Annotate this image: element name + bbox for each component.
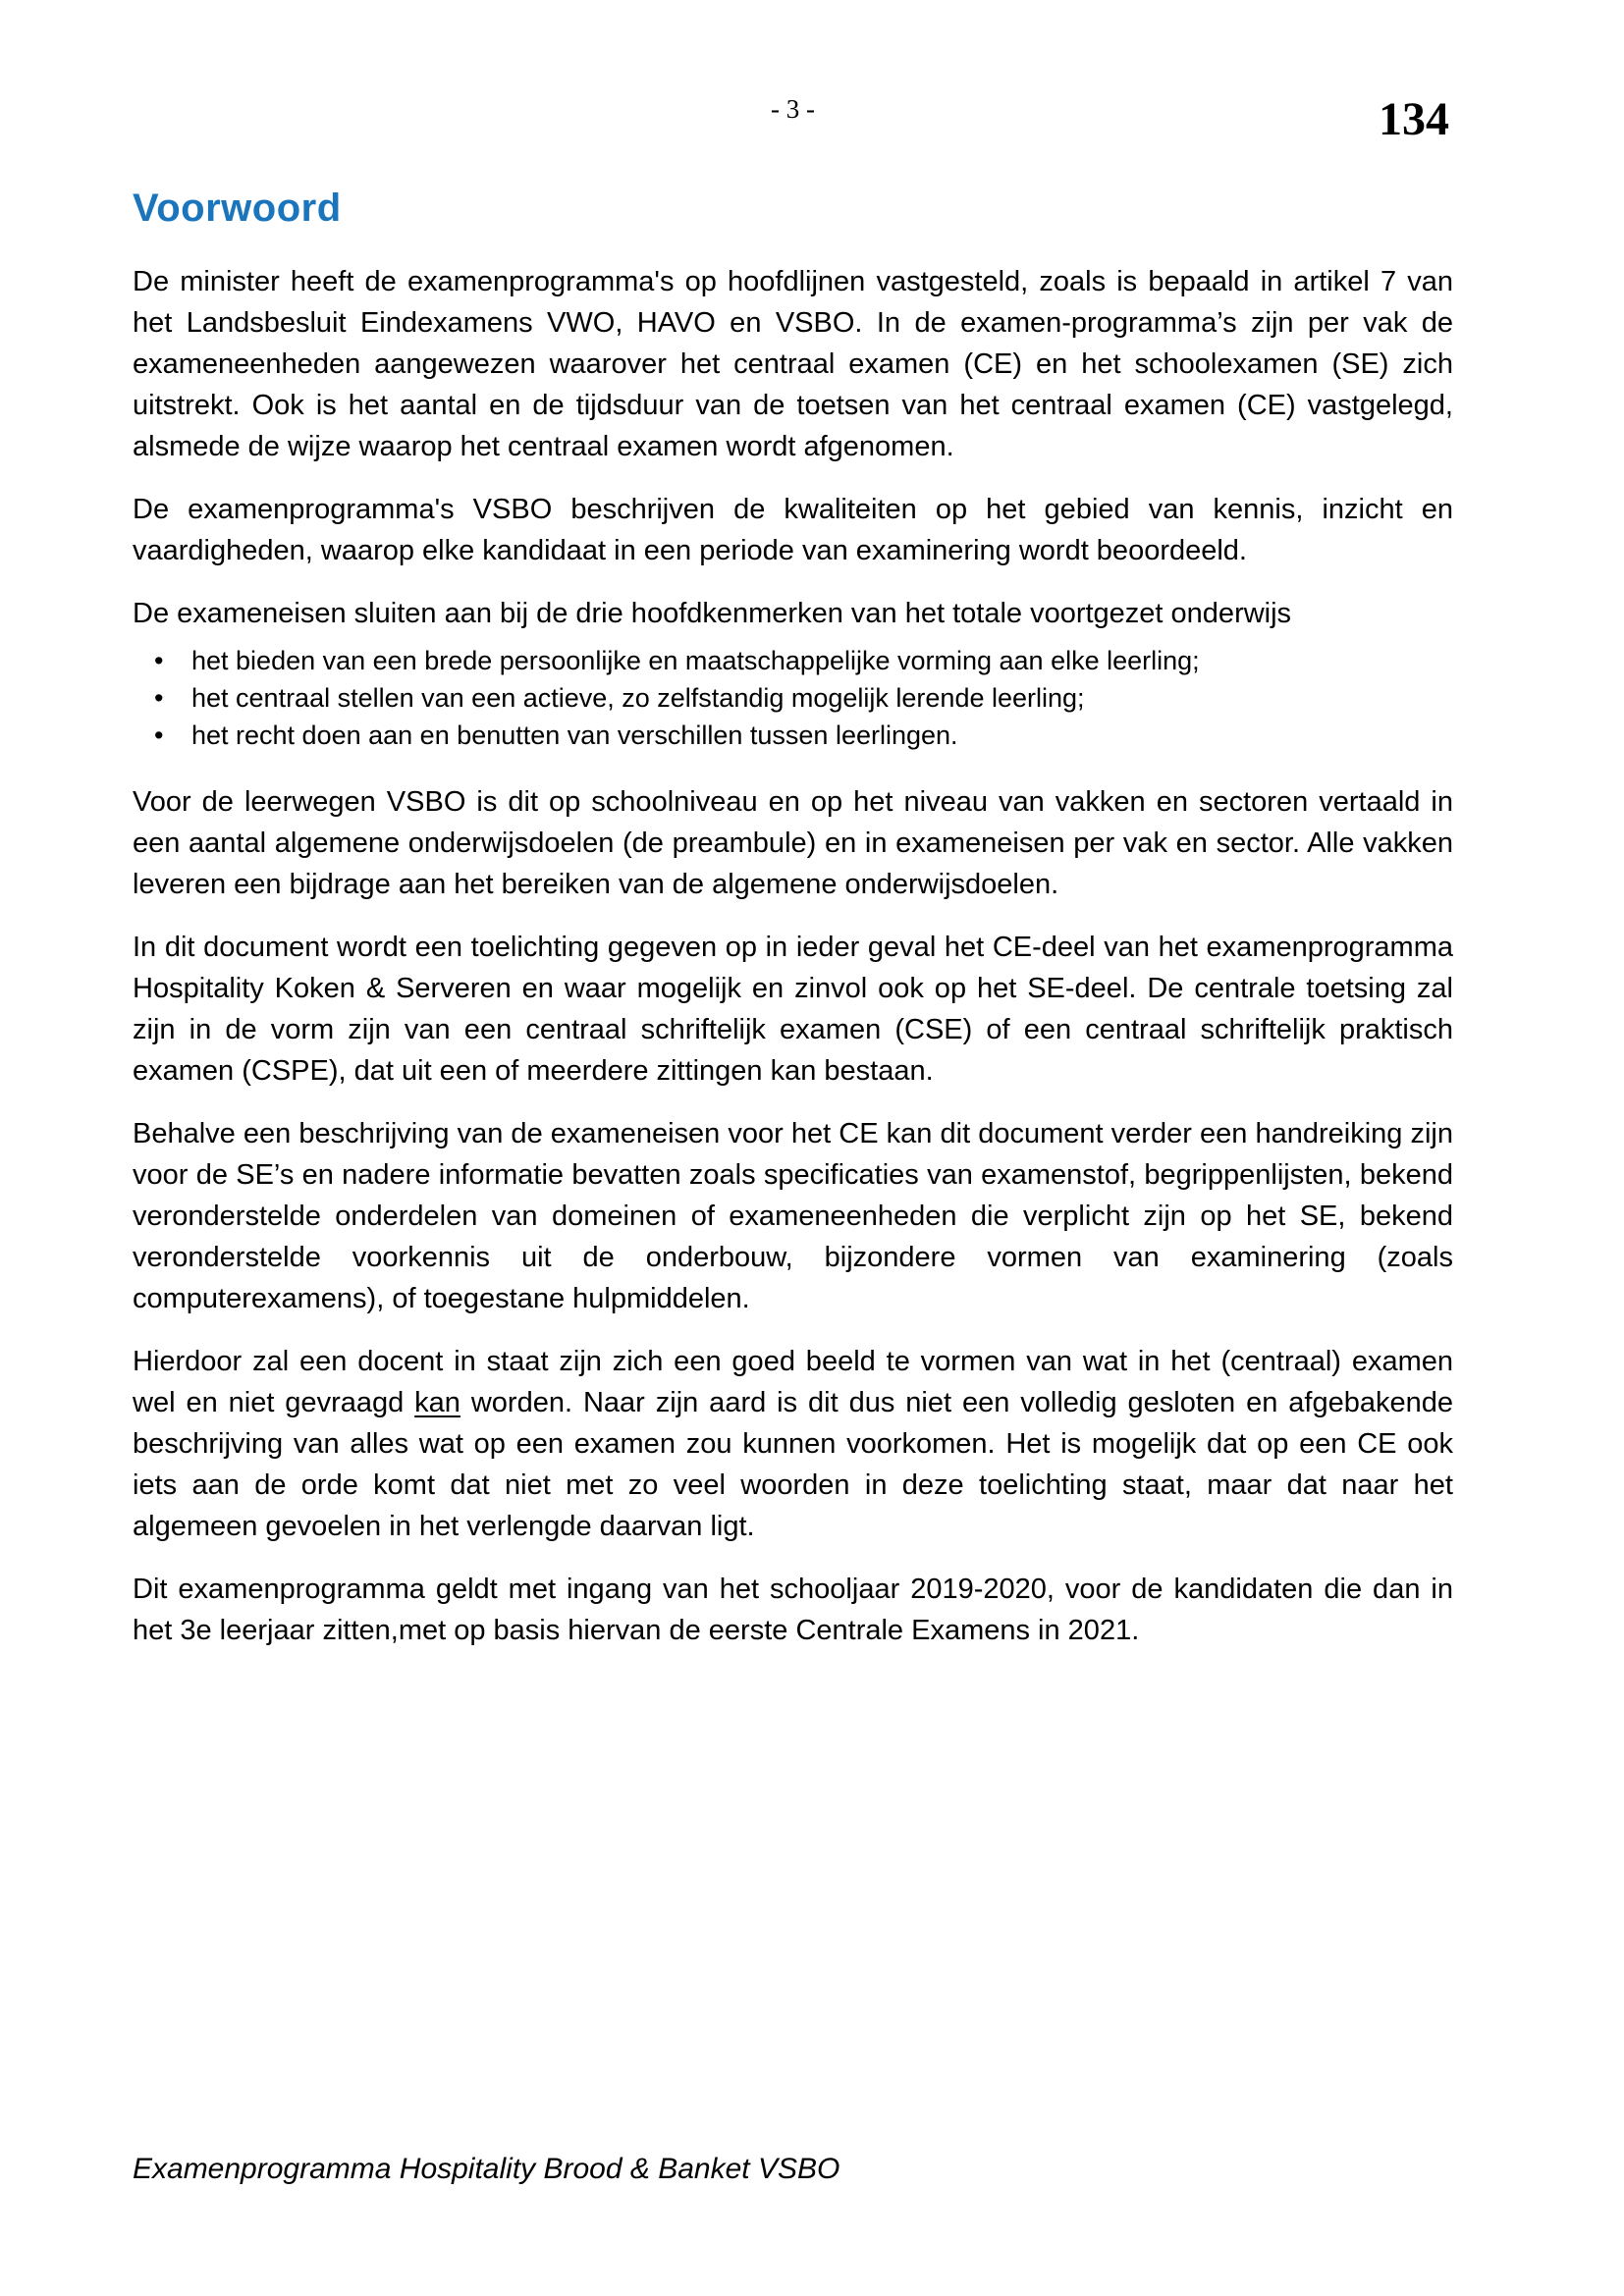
bullet-dot-icon: • bbox=[154, 721, 164, 750]
bullet-item bbox=[133, 717, 1453, 754]
paragraph-leerwegen: Voor de leerwegen VSBO is dit op schoolniveau en op het niveau van vakken en sectoren vertaald in een aantal algemene onderwijsdoelen (de preambule) en in exameneisen per vak en sector. Alle vakken leveren een bijdrage aan het bereiken van de algemene onderwijsdoelen. bbox=[133, 786, 1453, 900]
bullet-item bbox=[133, 679, 1453, 717]
bullet-item-text: het centraal stellen van een actieve, zo zelfstandig mogelijk lerende leerling; bbox=[191, 683, 1085, 713]
paragraph-exameneisen-intro: De exameneisen sluiten aan bij de drie hoofdkenmerken van het totale voortgezet onderwijs bbox=[133, 598, 1292, 629]
bullet-dot-icon: • bbox=[154, 646, 164, 675]
document-footer: Examenprogramma Hospitality Brood & Banket VSBO bbox=[133, 2153, 840, 2185]
bullet-dot-icon: • bbox=[154, 683, 164, 713]
bullet-list bbox=[133, 642, 1453, 754]
paragraph-schooljaar: Dit examenprogramma geldt met ingang van het schooljaar 2019-2020, voor de kandidaten die dan in het 3e leerjaar zitten,met op basis hiervan de eerste Centrale Examens in 2021. bbox=[133, 1574, 1453, 1646]
paragraph-hierdoor-after: worden. Naar zijn aard is dit dus niet een volledig gesloten en afgebakende beschrijving van alles wat op een examen zou kunnen voorkomen. Het is mogelijk dat op een CE ook iets aan de orde komt dat niet met zo veel woorden in deze toelichting staat, maar dat naar het algemeen gevoelen in het verlengde daarvan ligt. bbox=[133, 1387, 1453, 1542]
section-title: Voorwoord bbox=[133, 187, 342, 230]
underlined-word-kan: kan bbox=[414, 1387, 460, 1418]
page-number-center: - 3 - bbox=[771, 94, 815, 124]
bullet-item-text: het bieden van een brede persoonlijke en maatschappelijke vorming aan elke leerling; bbox=[191, 646, 1200, 675]
bullet-item-text: het recht doen aan en benutten van verschillen tussen leerlingen. bbox=[191, 721, 958, 750]
paragraph-behalve: Behalve een beschrijving van de exameneisen voor het CE kan dit document verder een handreiking zijn voor de SE’s en nadere informatie bevatten zoals specificaties van examenstof, begrippenlijsten, bekend veronderstelde onderdelen van domeinen of exameneenheden die verplicht zijn op het SE, bekend veronderstelde voorkennis uit de onderbouw, bijzondere vormen van examinering (zoals computerexamens), of toegestane hulpmiddelen. bbox=[133, 1118, 1453, 1314]
page-number-stamp: 134 bbox=[1379, 93, 1449, 145]
bullet-item bbox=[133, 642, 1453, 679]
paragraph-kwaliteiten: De examenprogramma's VSBO beschrijven de kwaliteiten op het gebied van kennis, inzicht en vaardigheden, waarop elke kandidaat in een periode van examinering wordt beoordeeld. bbox=[133, 494, 1453, 566]
paragraph-hierdoor bbox=[133, 1341, 1453, 1547]
paragraph-document: In dit document wordt een toelichting gegeven op in ieder geval het CE-deel van het examenprogramma Hospitality Koken & Serveren en waar mogelijk en zinvol ook op het SE-deel. De centrale toetsing zal zijn in de vorm zijn van een centraal schriftelijk examen (CSE) of een centraal schriftelijk praktisch examen (CSPE), dat uit een of meerdere zittingen kan bestaan. bbox=[133, 932, 1453, 1087]
paragraph-hierdoor-before: Hierdoor zal een docent in staat zijn zich een goed beeld te vormen van wat in het (centraal) examen wel en niet gevraagd bbox=[133, 1346, 1453, 1418]
paragraph-minister: De minister heeft de examenprogramma's op hoofdlijnen vastgesteld, zoals is bepaald in artikel 7 van het Landsbesluit Eindexamens VWO, HAVO en VSBO. In de examen-programma’s zijn per vak de exameneenheden aangewezen waarover het centraal examen (CE) en het schoolexamen (SE) zich uitstrekt. Ook is het aantal en de tijdsduur van de toetsen van het centraal examen (CE) vastgelegd, alsmede de wijze waarop het centraal examen wordt afgenomen. bbox=[133, 266, 1453, 462]
